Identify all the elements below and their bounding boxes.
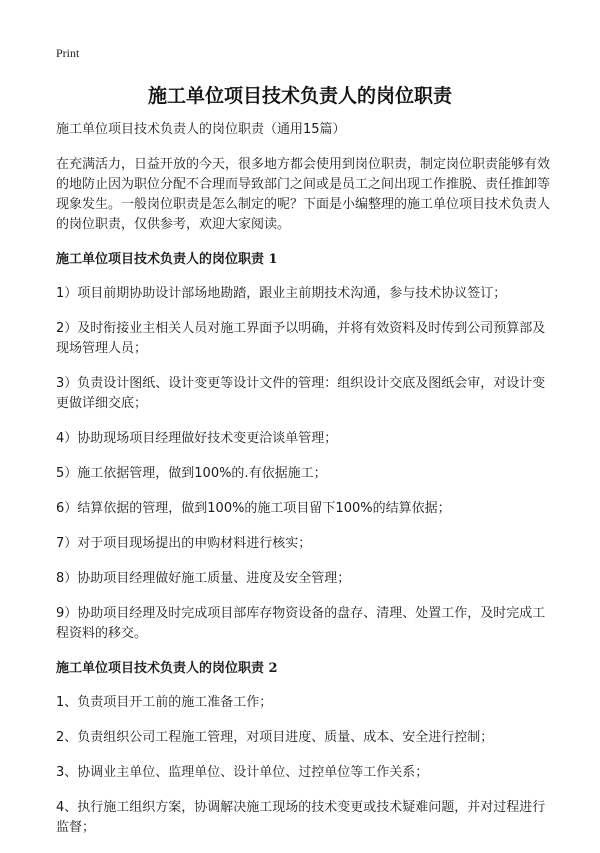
section-2 — [56, 659, 552, 838]
document-subtitle: 施工单位项目技术负责人的岗位职责（通用15篇） — [56, 122, 346, 137]
list-item: 3、协调业主单位、监理单位、设计单位、过控单位等工作关系； — [56, 765, 429, 780]
section-1 — [56, 250, 552, 644]
intro-paragraph: 在充满活力，日益开放的今天，很多地方都会使用到岗位职责，制定岗位职责能够有效的地防止因为职位分配不合理而导致部门之间或是员工之间出现工作推脱、责任推卸等现象发生。一般岗位职责是怎么制定的呢？下面是小编整理的施工单位项目技术负责人的岗位职责，仅供参考，欢迎大家阅读。 — [56, 157, 551, 232]
list-item: 3）负责设计图纸、设计变更等设计文件的管理：组织设计交底及图纸会审，对设计变更做详细交底； — [56, 376, 546, 411]
list-item: 4、执行施工组织方案，协调解决施工现场的技术变更或技术疑难问题，并对过程进行监督； — [56, 800, 546, 835]
section-heading: 施工单位项目技术负责人的岗位职责 2 — [56, 661, 278, 676]
print-link[interactable]: Print — [56, 46, 80, 60]
list-item: 2、负责组织公司工程施工管理，对项目进度、质量、成本、安全进行控制； — [56, 730, 494, 745]
document-body — [56, 120, 552, 853]
page-title: 施工单位项目技术负责人的岗位职责 — [147, 85, 452, 107]
list-item: 9）协助项目经理及时完成项目部库存物资设备的盘存、清理、处置工作，及时完成工程资料的移交。 — [56, 606, 546, 641]
list-item: 7）对于项目现场提出的申购材料进行核实； — [56, 536, 312, 551]
list-item: 5）施工依据管理，做到100%的.有依据施工； — [56, 466, 327, 481]
list-item: 4）协助现场项目经理做好技术变更洽谈单管理； — [56, 431, 338, 446]
list-item: 1）项目前期协助设计部场地勘踏，跟业主前期技术沟通，参与技术协议签订； — [56, 286, 507, 301]
section-heading: 施工单位项目技术负责人的岗位职责 1 — [56, 252, 278, 267]
list-item: 1、负责项目开工前的施工准备工作； — [56, 695, 273, 710]
list-item: 8）协助项目经理做好施工质量、进度及安全管理； — [56, 571, 351, 586]
list-item: 6）结算依据的管理，做到100%的施工项目留下100%的结算依据； — [56, 501, 451, 516]
list-item: 2）及时衔接业主相关人员对施工界面予以明确，并将有效资料及时传到公司预算部及现场管理人员； — [56, 321, 546, 356]
